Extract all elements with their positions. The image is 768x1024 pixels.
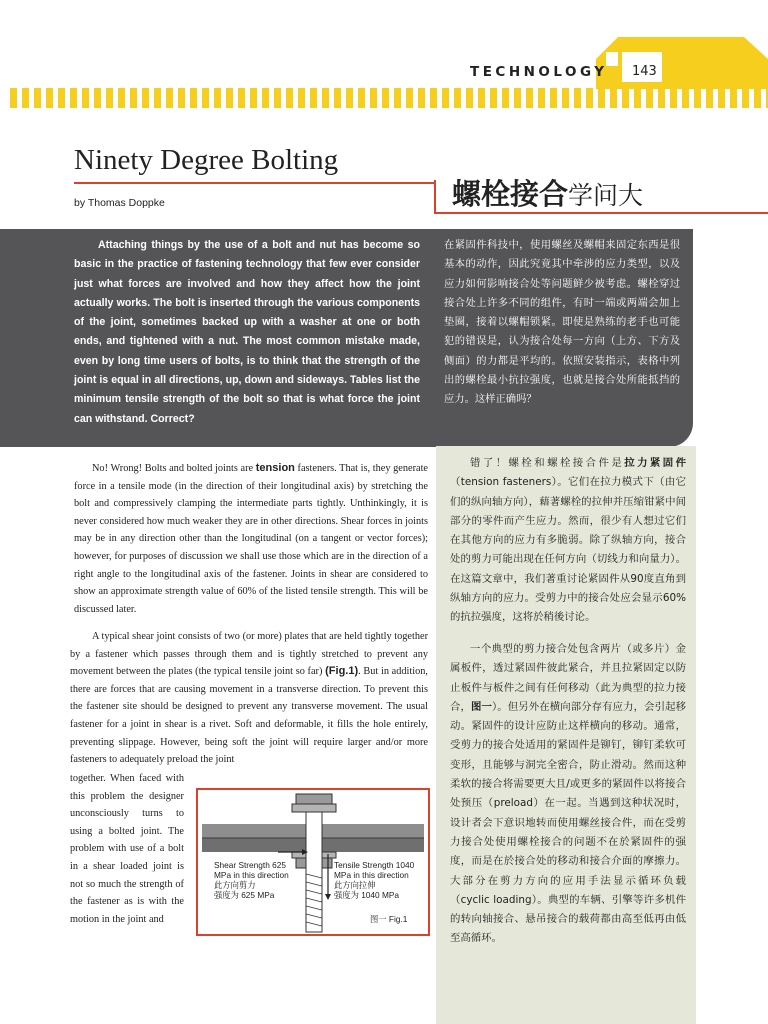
shear-label-line: MPa in this direction [214,870,289,880]
intro-text-cn: 在紧固件科技中，使用螺丝及螺帽来固定东西是很基本的动作，因此究竟其中牵涉的应力类型，以及应力如何影响接合处等问题鲜少被考虑。螺栓穿过接合处上许多不同的组件，有时一端或两端会加上垫圈，接着以螺帽锁紧。即使是熟练的老手也可能犯的错误是，认为接合处每一方向（上方、下方及侧面）的力都是平均的。依照安装指示，表格中列出的螺栓最小抗拉强度，也就是接合处所能抵挡的应力。这样正确吗？ [444,239,680,406]
intro-text-en: Attaching things by the use of a bolt and nut has become so basic in the practice of fastening technology that few ever consider just what forces are involved and how they affect how the joint actually works. The bolt is inserted through the various components of the joint, sometimes backed up with a washer at one or both ends, and tightened with a nut. The most common mistake made, even by long time users of bolts, is to think that the strength of the joint is equal in all directions, up, down and sideways. Tables list the minimum tensile strength of the bolt so that is what force the joint can withstand. Correct? [74,239,420,425]
emphasis-text: 拉力紧固件 [624,457,687,469]
body-paragraph-en-1 [74,460,428,618]
tensile-arrow-head [325,894,331,900]
bolt-shank [306,812,322,932]
title-rule [74,182,436,184]
body-text: ）。但另外在横向部分存有应力，会引起移动。紧固件的设计应防止这样横向的移动。通常，受剪力的接合处适用的紧固件是铆钉，铆钉柔软可变形，且能够与洞完全密合，防止滑动。然而这种柔软的接合将需要更大且/或更多的紧固件以将接合处预压（preload）在一起。当遇到这种状况时，设计者会下意识地转而使用螺丝接合件，而在受剪力接合处使用螺栓接合的问题不在於紧固件的强度，而是在於接合处的移动和接合介面的摩擦力。大部分在剪力方向的应用手法显示循环负载（cyclic loading）。典型的车辆、引擎等许多机件的转向轴接合、悬吊接合的载荷都由高至低再由低至高循环。 [450,700,686,945]
body-text: fasteners. That is, they generate force in a tensile mode (in the direction of their longitudinal axis) by stretching the bolt and compressively clamping the intermediate parts tightly. Unthinkingly, it is never considered how much weaker they are in other directions. Shear forces in joints may be in any direction other than the longitudinal (on a tangent or vector forces); however, for purposes of discussion we shall use those which are in the direction of a right angle to the longitudinal axis of the fastener. Joints in shear are considered to show an approximate strength value of 60% of the listed tensile strength. This will be discussed later. [74,463,429,615]
figure-1 [196,788,430,936]
tensile-label-line: 强度为 1040 MPa [334,890,400,900]
body-text: No! Wrong! Bolts and bolted joints are [92,463,256,474]
byline: by Thomas Doppke [74,197,165,209]
body-text: 一个典型的剪力接合处包含两片（或多片）金属板件，透过紧固件彼此紧合，并且拉紧固定以防止板件与板件之间有任何移动（此为典型的拉力接合， [450,643,686,713]
body-paragraph-en-2 [70,628,428,769]
article-title: Ninety Degree Bolting [74,144,339,176]
figure-reference: (Fig.1) [325,665,359,678]
tensile-label-line: Tensile Strength 1040 [334,860,415,870]
body-text: （tension fasteners）。它们在拉力模式下（由它们的纵向轴方向），藉著螺栓的拉伸并压缩钳紧中间部分的零件而产生应力。然而，很少有人想过它们在其他方向的应力有多脆弱。除了纵轴方向，接合处的剪力可能出现在任何方向（切线力和向量力）。在这篇文章中，我们著重讨论紧固件从90度直角到纵轴方向的应力。受剪力中的接合处应会显示60%的抗拉强度，这将於稍後讨论。 [450,476,686,624]
section-label: TECHNOLOGY [470,64,608,80]
bolt-washer-top [292,804,336,812]
title-rule-vertical [434,180,436,214]
title-cn-sub: 学问大 [568,181,644,210]
body-text: 错了！螺栓和螺栓接合件是 [470,457,625,469]
body-paragraph-en-2-cont: together. When faced with this problem the designer unconsciously turns to using a bolted joint. The problem with use of a bolt in a shear loaded joint is not so much the strength of the fastener as is with the motion in the joint and [70,773,184,925]
tensile-label-line: MPa in this direction [334,870,409,880]
body-paragraph-cn-1 [450,454,686,628]
shear-label-line: 此方向剪力 [214,880,256,890]
header-tab-notch [606,52,618,66]
bolt-head [296,794,332,804]
header-stripe [10,88,768,108]
figure-caption: 图一 Fig.1 [370,914,408,924]
tensile-label [334,860,414,900]
shear-label-line: 强度为 625 MPa [214,890,275,900]
article-title-cn [452,172,643,213]
body-paragraph-cn-2 [450,640,686,949]
tensile-label-line: 此方向拉伸 [334,880,376,890]
page-number: 143 [632,64,657,79]
body-text: . But in addition, there are forces that are causing movement in a transverse direction. To prevent this the fastener site should be designed to prevent any transverse movement. The usual fastener for a joint in shear is a rivet. Soft and deformable, it fills the hole entirely, preventing slippage. However, being soft the joint will require larger and/or more fasteners to adequately preload the joint [70,666,428,766]
title-cn-main: 螺栓接合 [452,177,569,211]
shear-label [214,860,289,900]
body-text: A typical shear joint consists of two (or more) plates that are held tightly together by a fastener which passes through them and is tightly stretched to prevent any movement between the plates (the typical tensile joint so far) [70,631,428,678]
header-tab-corner-right [744,37,768,59]
figure-reference: 图一 [470,700,492,713]
shear-label-line: Shear Strength 625 [214,860,286,870]
emphasis-text: tension [255,462,295,474]
